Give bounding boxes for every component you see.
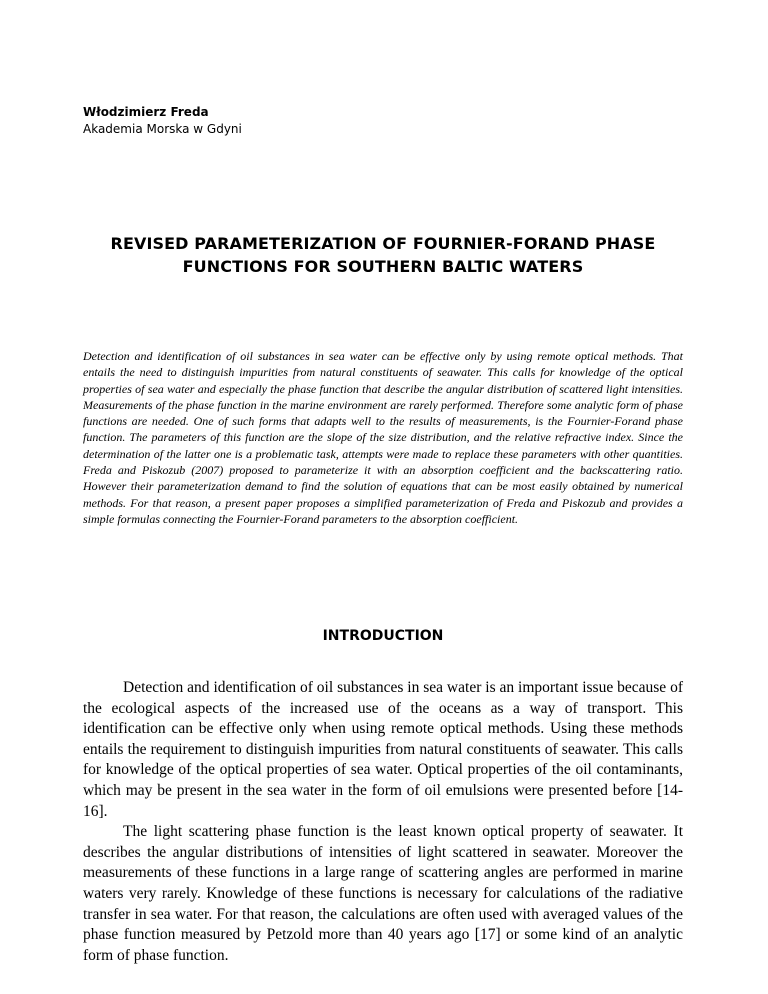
section-heading-introduction: INTRODUCTION bbox=[322, 628, 444, 644]
body-paragraph: The light scattering phase function is the least known optical property of seawater. It describes the angular distributions of intensities of light scattered in seawater. Moreover the measurements of these functions in a large range of scattering angles are performed in marine waters very rarely. Knowledge of these functions is necessary for calculations of the radiative transfer in sea water. For that reason, the calculations are often used with averaged values of the phase function measured by Petzold more than 40 years ago [17] or some kind of an analytic form of phase function. bbox=[83, 823, 683, 964]
introduction-body bbox=[83, 678, 683, 966]
body-paragraph: Detection and identification of oil substances in sea water is an important issue because of the ecological aspects of the increased use of the oceans as a way of transport. This identification can be effective only when using remote optical methods. Using these methods entails the requirement to distinguish impurities from natural constituents of seawater. This calls for knowledge of the optical properties of sea water. Optical properties of the oil contaminants, which may be present in the sea water in the form of oil emulsions were presented before [14-16]. bbox=[83, 679, 683, 820]
paper-title bbox=[83, 232, 683, 278]
author-affiliation: Akademia Morska w Gdyni bbox=[83, 122, 242, 136]
paper-title-line-2: FUNCTIONS FOR SOUTHERN BALTIC WATERS bbox=[182, 257, 584, 276]
paper-title-line-1: REVISED PARAMETERIZATION OF FOURNIER-FORAND PHASE bbox=[110, 234, 656, 253]
author-name: Włodzimierz Freda bbox=[83, 105, 209, 119]
author-block bbox=[83, 104, 483, 138]
abstract: Detection and identification of oil substances in sea water can be effective only by using remote optical methods. That entails the need to distinguish impurities from natural constituents of seawater. This calls for knowledge of the optical properties of sea water and especially the phase function that describe the angular distribution of scattered light intensities. Measurements of the phase function in the marine environment are rarely performed. Therefore some analytic form of phase functions are needed. One of such forms that adapts well to the results of measurements, is the Fournier-Forand phase function. The parameters of this function are the slope of the size distribution, and the relative refractive index. Since the determination of the latter one is a problematic task, attempts were made to replace these parameters with other quantities. Freda and Piskozub (2007) proposed to parameterize it with an absorption coefficient and the backscattering ratio. However their parameterization demand to find the solution of equations that can be most easily obtained by numerical methods. For that reason, a present paper proposes a simplified parameterization of Freda and Piskozub and provides a simple formulas connecting the Fournier-Forand parameters to the absorption coefficient. bbox=[83, 349, 683, 526]
